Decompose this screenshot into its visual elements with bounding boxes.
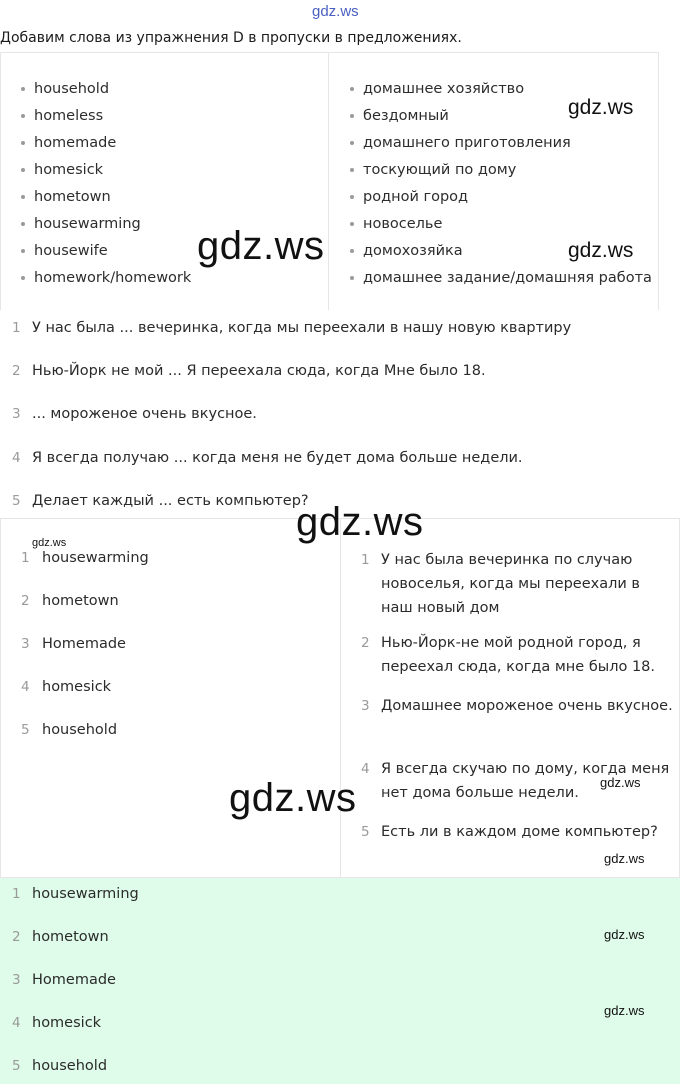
translation-item: 4 Я всегда скучаю по дому, когда меня нет дома больше недели. [341,757,676,781]
bullet-icon [21,249,25,253]
summary-answer-item: 1 housewarming [0,886,139,902]
vocab-item-russian: бездомный [350,102,652,129]
vocabulary-english-column [0,53,329,310]
bullet-icon [350,87,354,91]
translation-item: 1 У нас была вечеринка по случаю новоселья, когда мы переехали в наш новый дом [341,548,676,572]
vocab-item-english: household [21,75,191,102]
answer-item: 5 household [1,722,117,738]
bullet-icon [21,195,25,199]
item-number: 3 [21,636,30,652]
bullet-icon [21,222,25,226]
watermark-label: gdz.ws [197,224,325,268]
vocab-item-english: homesick [21,156,191,183]
bullet-icon [21,168,25,172]
translation-item: 2 Нью-Йорк-не мой родной город, я переехал сюда, когда мне было 18. [341,631,676,655]
item-number: 2 [12,929,21,945]
site-watermark-top[interactable]: gdz.ws [312,3,359,20]
watermark-label: gdz.ws [229,776,357,820]
item-number: 3 [361,698,370,714]
translation-item: 5 Есть ли в каждом доме компьютер? [341,820,676,844]
bullet-icon [350,114,354,118]
bullet-icon [350,168,354,172]
summary-answer-item: 5 household [0,1058,107,1074]
vocab-item-english: housewife [21,237,191,264]
sentence-item: 1 У нас была ... вечеринка, когда мы переехали в нашу новую квартиру [0,320,571,336]
answer-summary-panel [0,878,680,1084]
vocab-item-russian: родной город [350,183,652,210]
item-number: 5 [12,1058,21,1074]
sentence-item: 2 Нью-Йорк не мой ... Я переехала сюда, когда Мне было 18. [0,363,486,379]
item-number: 3 [12,972,21,988]
item-number: 5 [12,493,21,509]
watermark-label: gdz.ws [568,239,634,262]
sentence-item: 5 Делает каждый ... есть компьютер? [0,493,309,509]
watermark-label: gdz.ws [296,500,424,544]
summary-answer-item: 3 Homemade [0,972,116,988]
watermark-label: gdz.ws [600,775,641,790]
translation-item: 3 Домашнее мороженое очень вкусное. [341,694,676,718]
bullet-icon [350,141,354,145]
bullet-icon [21,276,25,280]
item-number: 5 [361,824,370,840]
bullet-icon [350,222,354,226]
exercise-instruction: Добавим слова из упражнения D в пропуски в предложениях. [0,30,462,46]
vocabulary-russian-column [330,53,659,310]
vocab-item-russian: домохозяйка [350,237,652,264]
vocab-item-english: hometown [21,183,191,210]
vocabulary-table [0,52,659,310]
item-number: 2 [12,363,21,379]
item-number: 1 [361,552,370,568]
item-number: 1 [12,886,21,902]
item-number: 4 [12,450,21,466]
item-number: 4 [12,1015,21,1031]
vocab-item-russian: тоскующий по дому [350,156,652,183]
item-number: 5 [21,722,30,738]
item-number: 4 [21,679,30,695]
watermark-label: gdz.ws [32,537,67,549]
watermark-label: gdz.ws [568,96,634,119]
vocab-item-russian: домашнее задание/домашняя работа [350,264,652,291]
bullet-icon [21,114,25,118]
item-number: 1 [21,550,30,566]
watermark-label: gdz.ws [604,927,645,942]
item-number: 4 [361,761,370,777]
bullet-icon [21,141,25,145]
item-number: 3 [12,406,21,422]
vocab-item-english: housewarming [21,210,191,237]
vocab-item-english: homework/homework [21,264,191,291]
sentence-item: 3 ... мороженое очень вкусное. [0,406,257,422]
sentence-item: 4 Я всегда получаю ... когда меня не будет дома больше недели. [0,450,523,466]
item-number: 2 [21,593,30,609]
bullet-icon [350,249,354,253]
bullet-icon [350,195,354,199]
answer-item: 2 hometown [1,593,119,609]
vocab-item-russian: домашнее хозяйство [350,75,652,102]
watermark-label: gdz.ws [604,851,645,866]
answers-table [0,518,680,878]
bullet-icon [350,276,354,280]
vocab-item-russian: новоселье [350,210,652,237]
answers-column [0,519,341,877]
item-number: 1 [12,320,21,336]
answer-item: 3 Homemade [1,636,126,652]
vocab-item-english: homeless [21,102,191,129]
summary-answer-item: 2 hometown [0,929,109,945]
summary-answer-item: 4 homesick [0,1015,101,1031]
item-number: 2 [361,635,370,651]
vocab-item-russian: домашнего приготовления [350,129,652,156]
watermark-label: gdz.ws [604,1003,645,1018]
translations-column [341,519,680,877]
answer-item: 4 homesick [1,679,111,695]
bullet-icon [21,87,25,91]
answer-item: 1 housewarming [1,550,149,566]
vocab-item-english: homemade [21,129,191,156]
